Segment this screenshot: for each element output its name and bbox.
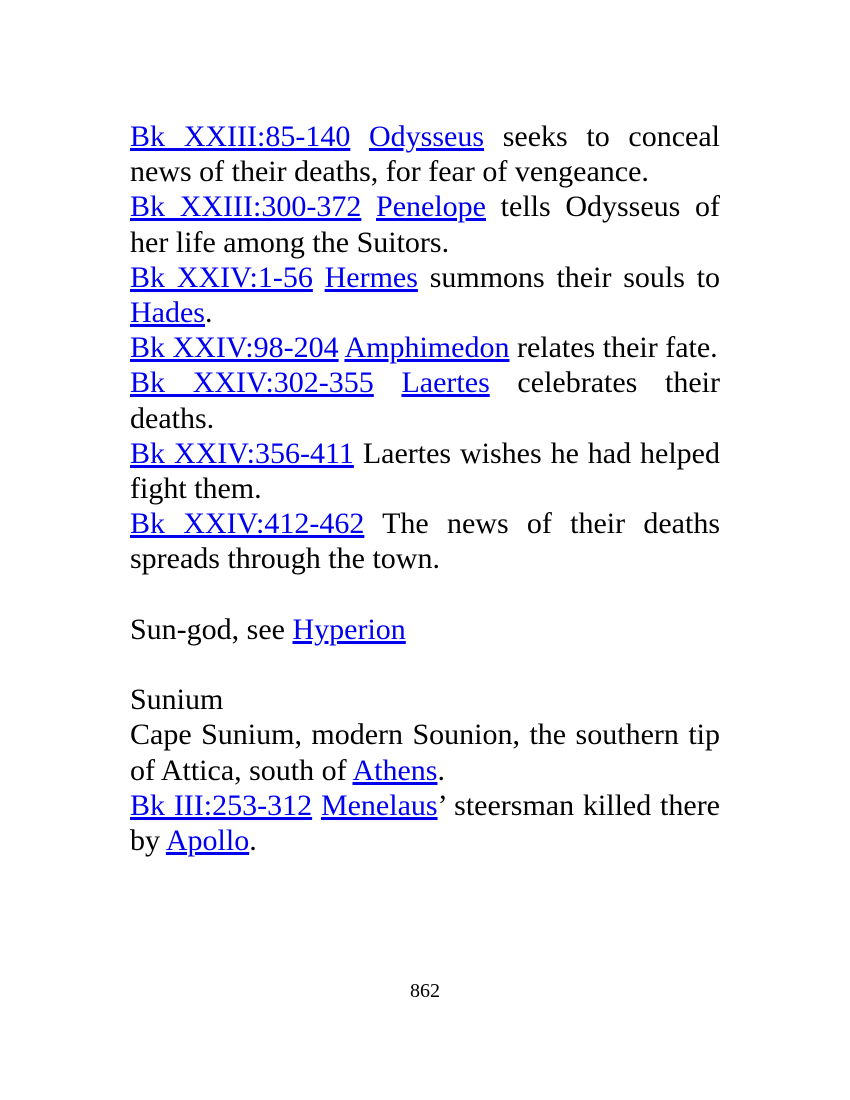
entry-text: Laertes wishes he had helped fight them.	[130, 436, 720, 506]
ref-link[interactable]: Bk XXIV:98-204	[130, 331, 339, 365]
entry-text: ’ steersman killed there by	[130, 788, 721, 858]
ref-link[interactable]: Bk XXIV:302-355	[130, 366, 374, 400]
sunium-description	[130, 717, 720, 787]
ref-link[interactable]: Bk XXIV:1-56	[130, 260, 313, 294]
sungod-text: Sun-god, see	[130, 612, 293, 646]
entry-text: tells Odysseus of her life among the Suitors.	[130, 190, 721, 259]
name-link-hades[interactable]: Hades	[130, 296, 205, 330]
name-link-odysseus[interactable]: Odysseus	[369, 120, 485, 153]
ref-link[interactable]: Bk III:253-312	[130, 788, 313, 822]
entry-text: relates their fate.	[509, 331, 718, 365]
entry-sungod	[130, 612, 720, 647]
entry-menelaus	[130, 788, 720, 858]
index-text-block	[130, 119, 720, 858]
name-link-menelaus[interactable]: Menelaus	[320, 788, 438, 822]
entry-amphimedon	[130, 330, 720, 365]
sunium-heading: Sunium	[130, 683, 224, 717]
ref-link[interactable]: Bk XXIV:356-411	[130, 436, 354, 470]
entry-text-end: .	[249, 824, 257, 858]
entry-penelope	[130, 189, 720, 259]
name-link-hermes[interactable]: Hermes	[324, 260, 418, 294]
entry-text: The news of their deaths spreads through the town.	[130, 507, 720, 576]
name-link-apollo[interactable]: Apollo	[165, 824, 250, 858]
entry-text-end: .	[204, 296, 213, 330]
name-link-athens[interactable]: Athens	[352, 753, 438, 787]
spacer	[130, 577, 720, 612]
ref-link[interactable]: Bk XXIII:85-140	[130, 120, 351, 153]
sunium-desc-text: Cape Sunium, modern Sounion, the southern tip of Attica, south of	[130, 718, 720, 787]
sunium-desc-end: .	[437, 753, 445, 787]
ref-link[interactable]: Bk XXIII:300-372	[130, 190, 362, 224]
name-link-amphimedon[interactable]: Amphimedon	[344, 331, 510, 365]
entry-odysseus	[130, 119, 720, 189]
entry-laertes-celebrates	[130, 365, 720, 435]
name-link-laertes[interactable]: Laertes	[401, 366, 490, 400]
name-link-hyperion[interactable]: Hyperion	[292, 612, 406, 646]
entry-hermes	[130, 260, 720, 330]
entry-laertes-wishes	[130, 436, 720, 506]
entry-news-spreads	[130, 506, 720, 576]
name-link-penelope[interactable]: Penelope	[376, 190, 486, 224]
spacer	[130, 647, 720, 682]
entry-text: summons their souls to	[417, 260, 720, 294]
ref-link[interactable]: Bk XXIV:412-462	[130, 507, 365, 541]
page-number: 862	[410, 980, 440, 1002]
entry-text: seeks to conceal news of their deaths, for fear of vengeance.	[130, 120, 720, 189]
entry-text: celebrates their deaths.	[130, 366, 721, 435]
